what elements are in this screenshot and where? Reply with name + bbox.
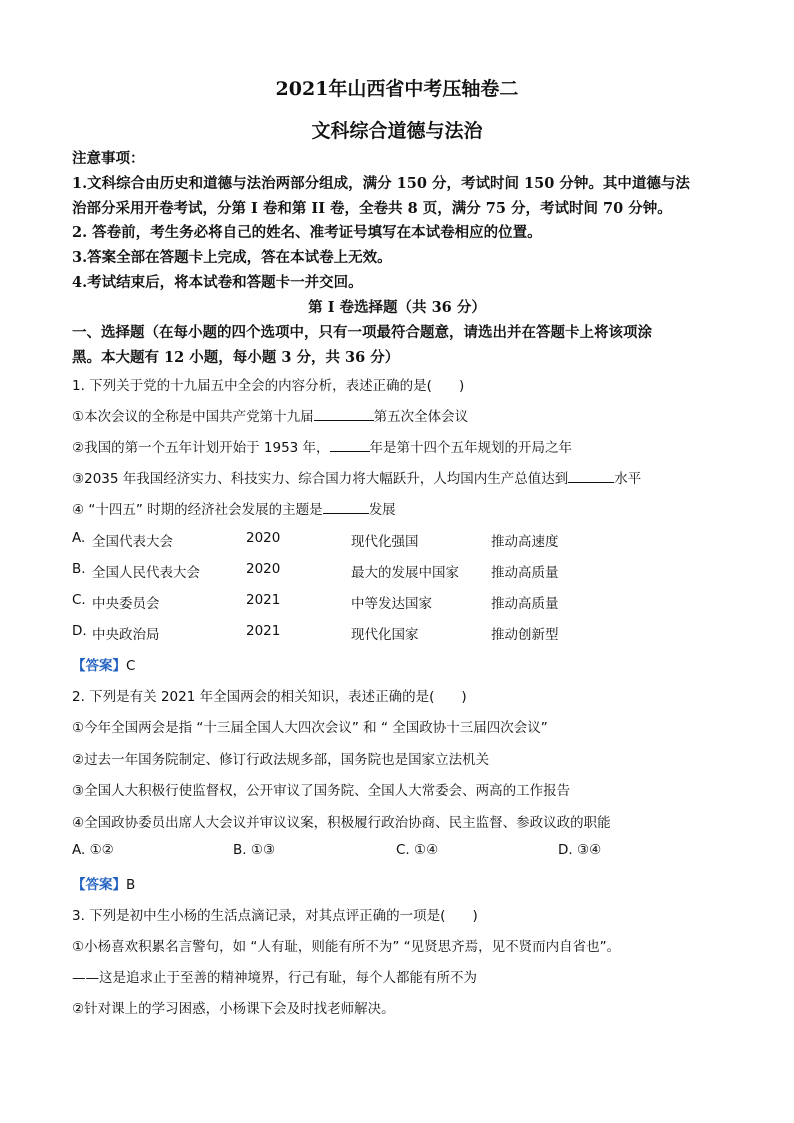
question-2-statement-3: ③全国人大积极行使监督权，公开审议了国务院、全国人大常委会、两高的工作报告 xyxy=(72,783,571,799)
fill-blank xyxy=(330,439,370,452)
question-2-stem: 2. 下列是有关 2021 年全国两会的相关知识，表述正确的是( ) xyxy=(72,689,467,705)
exam-page: 2021年山西省中考压轴卷二 文科综合道德与法治 注意事项： 1.文科综合由历史和道德与法治两部分组成，满分 150 分，考试时间 150 分钟。其中道德与法 治部分采用开卷考试，分第 I 卷和第 II 卷，全卷共 8 页，满分 75 分，考试时间 70 分钟。 2. 答卷前，考生务必将自己的姓名、准考证号填写在本试卷相应的位置。 3.答案全部在答题卡上完成，答在本试卷上无效。 4.考试结束后，将本试卷和答题卡一并交回。 第 I 卷选择题（共 36 分） 一、选择题（在每小题的四个选项中，只有一项最符合题意，请选出并在答题卡上将该项涂 黑。本大题有 12 小题，每小题 3 分，共 36 分） 1. 下列关于党的十九届五中全会的内容分析，表述正确的是( ) ①本次会议的全称是中国共产党第十九届 第五次全体会议 ②我国的第一个五年计划开始于 1953 年， 年是第十四个五年规划的开局之年 ③2035 年我国经济实力、科技实力、综合国力将大幅跃升，人均国内生产总值达到 水平 ④ “十四五” 时期的经济社会发展的主题是 发展 A. 全国代表大会 2020 现代化强国 推动高速度 B. 全国人民代表大会 2020 最大的发展中国家 推动高质量 C. 中央委员会 2021 中等发达国家 推动高质量 D. 中央政治局 2021 现代化国家 推动创新型 【答案】C 2. 下列是有关 2021 年全国两会的相关知识，表述正确的是( ) ①今年全国两会是指 “十三届全国人大四次会议” 和 “ 全国政协十三届四次会议” ②过去一年国务院制定、修订行政法规多部，国务院也是国家立法机关 ③全国人大积极行使监督权，公开审议了国务院、全国人大常委会、两高的工作报告 ④全国政协委员出席人大会议并审议议案，积极履行政治协商、民主监督、参政议政的职能 A. ①② B. ①③ C. ①④ D. ③④ 【答案】B 3. 下列是初中生小杨的生活点滴记录，对其点评正确的一项是( ) ①小杨喜欢积累名言警句，如 “人有耻，则能有所不为” “见贤思齐焉，见不贤而内自省也”。 ——这是追求止于至善的精神境界，行己有耻，每个人都能有所不为 ②针对课上的学习困惑，小杨课下会及时找老师解决。 xyxy=(0,0,794,1123)
question-2-option-b: B. ①③ xyxy=(233,842,276,858)
question-2-statement-2: ②过去一年国务院制定、修订行政法规多部，国务院也是国家立法机关 xyxy=(72,752,490,768)
page-title: 2021年山西省中考压轴卷二 xyxy=(275,78,519,100)
page-subtitle: 文科综合道德与法治 xyxy=(311,120,483,142)
notice-item: 4.考试结束后，将本试卷和答题卡一并交回。 xyxy=(72,274,363,291)
question-3-comment-1: ——这是追求止于至善的精神境界，行己有耻，每个人都能有所不为 xyxy=(72,970,477,986)
section-instruction: 一、选择题（在每小题的四个选项中，只有一项最符合题意，请选出并在答题卡上将该项涂 xyxy=(72,324,652,341)
fill-blank xyxy=(314,408,374,421)
notice-item: 2. 答卷前，考生务必将自己的姓名、准考证号填写在本试卷相应的位置。 xyxy=(72,224,542,241)
question-2-statement-1: ①今年全国两会是指 “十三届全国人大四次会议” 和 “ 全国政协十三届四次会议” xyxy=(72,720,548,736)
question-1-statement-4: ④ “十四五” 时期的经济社会发展的主题是 发展 xyxy=(72,502,396,518)
question-3-stem: 3. 下列是初中生小杨的生活点滴记录，对其点评正确的一项是( ) xyxy=(72,908,478,924)
question-3-statement-2: ②针对课上的学习困惑，小杨课下会及时找老师解决。 xyxy=(72,1001,395,1017)
question-1-statement-1: ①本次会议的全称是中国共产党第十九届 第五次全体会议 xyxy=(72,409,469,425)
question-2-answer: 【答案】B xyxy=(72,877,136,893)
notice-item: 1.文科综合由历史和道德与法治两部分组成，满分 150 分，考试时间 150 分钟。其中道德与法 xyxy=(72,175,690,192)
notice-heading: 注意事项： xyxy=(72,150,145,167)
question-1-stem: 1. 下列关于党的十九届五中全会的内容分析，表述正确的是( ) xyxy=(72,378,465,394)
notice-item: 治部分采用开卷考试，分第 I 卷和第 II 卷，全卷共 8 页，满分 75 分，考试时间 70 分钟。 xyxy=(72,200,672,217)
section-instruction: 黑。本大题有 12 小题，每小题 3 分，共 36 分） xyxy=(72,349,400,366)
fill-blank xyxy=(323,501,369,514)
question-3-statement-1: ①小杨喜欢积累名言警句，如 “人有耻，则能有所不为” “见贤思齐焉，见不贤而内自省也”。 xyxy=(72,939,621,955)
question-1-statement-2: ②我国的第一个五年计划开始于 1953 年， 年是第十四个五年规划的开局之年 xyxy=(72,440,573,456)
notice-item: 3.答案全部在答题卡上完成，答在本试卷上无效。 xyxy=(72,249,392,266)
question-2-statement-4: ④全国政协委员出席人大会议并审议议案，积极履行政治协商、民主监督、参政议政的职能 xyxy=(72,815,611,831)
question-2-option-a: A. ①② xyxy=(72,842,114,858)
question-1-statement-3: ③2035 年我国经济实力、科技实力、综合国力将大幅跃升，人均国内生产总值达到 水平 xyxy=(72,471,642,487)
question-1-answer: 【答案】C xyxy=(72,658,136,674)
question-2-option-c: C. ①④ xyxy=(396,842,439,858)
section-title: 第 I 卷选择题（共 36 分） xyxy=(308,299,486,316)
question-2-option-d: D. ③④ xyxy=(558,842,602,858)
fill-blank xyxy=(568,470,614,483)
